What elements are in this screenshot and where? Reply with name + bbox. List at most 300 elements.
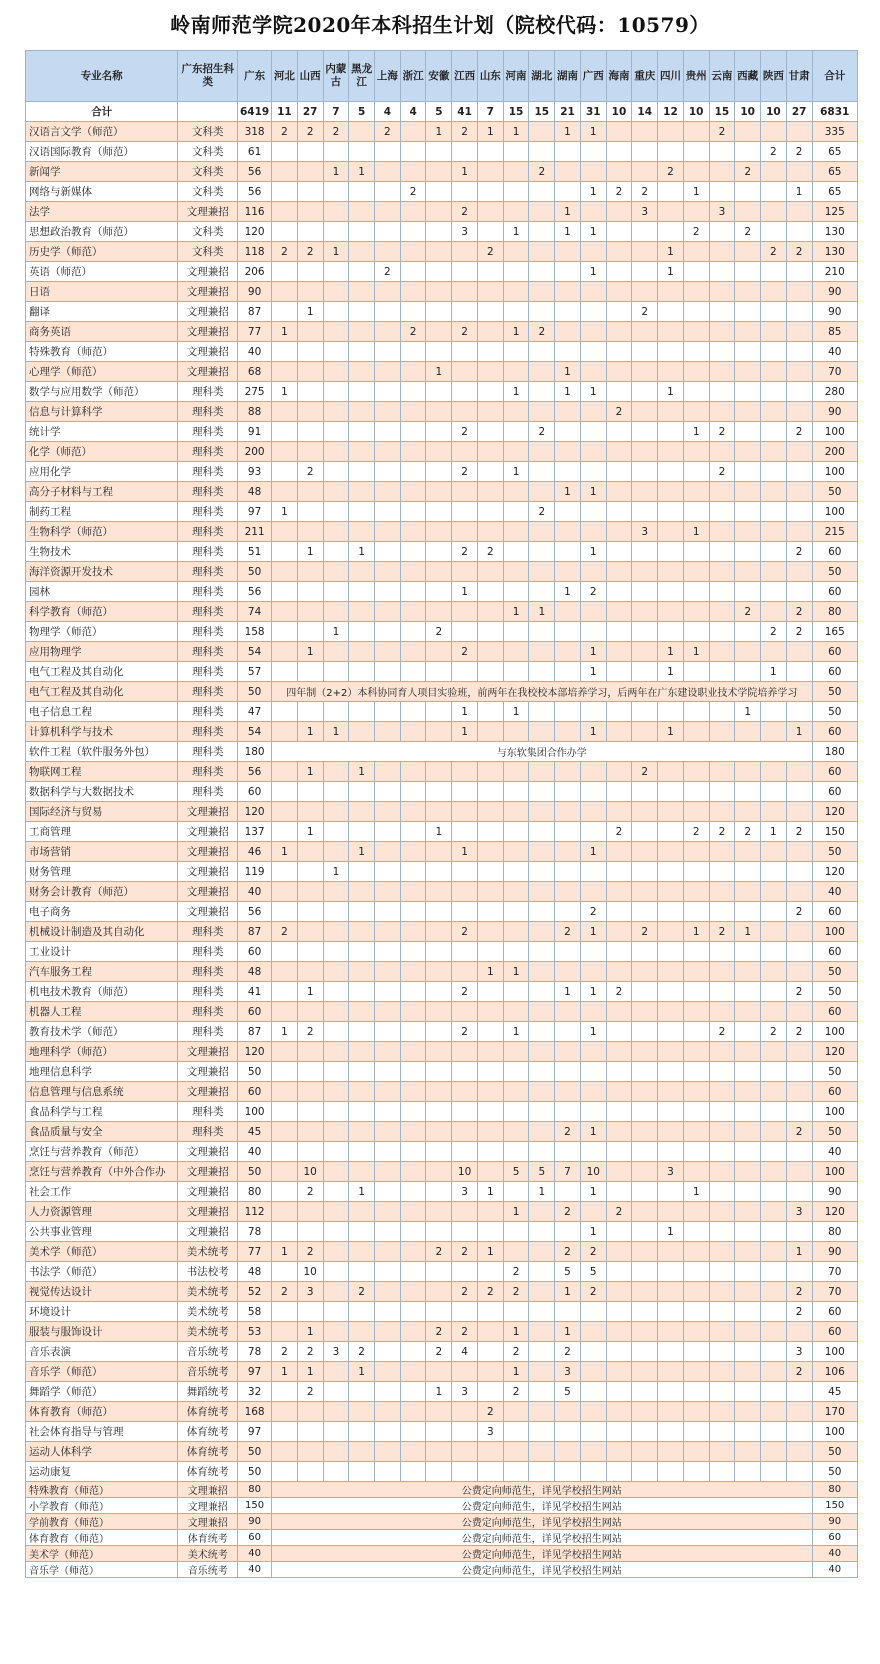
quota-cell: 1: [580, 1182, 606, 1202]
table-row: [26, 1122, 858, 1142]
quota-cell: [555, 702, 581, 722]
quota-cell: [786, 282, 812, 302]
quota-cell: [297, 262, 323, 282]
quota-cell: [503, 1302, 529, 1322]
subject-category: 体育统考: [178, 1442, 238, 1462]
quota-cell: [606, 1162, 632, 1182]
quota-cell: [683, 1222, 709, 1242]
quota-cell: 80: [812, 1222, 858, 1242]
quota-cell: [349, 1402, 375, 1422]
quota-cell: [272, 962, 298, 982]
quota-cell: [735, 382, 761, 402]
quota-cell: [709, 442, 735, 462]
quota-cell: [786, 222, 812, 242]
quota-cell: [375, 142, 401, 162]
quota-cell: 1: [683, 522, 709, 542]
quota-cell: [400, 602, 426, 622]
quota-cell: [400, 582, 426, 602]
quota-cell: [761, 382, 787, 402]
quota-cell: [426, 182, 452, 202]
quota-cell: [297, 1002, 323, 1022]
quota-cell: [323, 662, 349, 682]
quota-cell: [529, 1242, 555, 1262]
quota-cell: [426, 942, 452, 962]
quota-cell: [375, 542, 401, 562]
quota-cell: [426, 462, 452, 482]
quota-cell: 3: [709, 202, 735, 222]
quota-cell: 2: [349, 1282, 375, 1302]
quota-cell: 2: [272, 122, 298, 142]
quota-cell: [426, 202, 452, 222]
total-cell: 14: [632, 102, 658, 122]
quota-cell: [683, 902, 709, 922]
quota-cell: [272, 802, 298, 822]
quota-cell: [452, 142, 478, 162]
subject-category: 理科类: [178, 922, 238, 942]
quota-cell: [606, 1102, 632, 1122]
quota-cell: [606, 562, 632, 582]
quota-cell: [606, 1242, 632, 1262]
quota-cell: [503, 1442, 529, 1462]
quota-cell: [709, 882, 735, 902]
quota-cell: [349, 282, 375, 302]
quota-cell: [349, 982, 375, 1002]
quota-cell: [683, 962, 709, 982]
quota-cell: 91: [238, 422, 272, 442]
quota-cell: [297, 1302, 323, 1322]
table-row: [26, 842, 858, 862]
major-name: 音乐表演: [26, 1342, 178, 1362]
quota-cell: 60: [812, 582, 858, 602]
quota-cell: 1: [580, 222, 606, 242]
quota-cell: [580, 782, 606, 802]
quota-cell: [632, 422, 658, 442]
column-header: 广西: [580, 51, 606, 102]
quota-cell: [529, 442, 555, 462]
quota-cell: [735, 862, 761, 882]
quota-cell: [580, 162, 606, 182]
quota-cell: 1: [297, 762, 323, 782]
quota-cell: [400, 922, 426, 942]
quota-cell: [709, 1322, 735, 1342]
subject-category: 舞蹈统考: [178, 1382, 238, 1402]
quota-cell: 10: [297, 1162, 323, 1182]
quota-cell: [375, 1182, 401, 1202]
quota-cell: [375, 222, 401, 242]
quota-cell: [272, 1182, 298, 1202]
quota-cell: 2: [503, 1382, 529, 1402]
table-row: [26, 1546, 858, 1562]
quota-cell: [272, 462, 298, 482]
quota-cell: [683, 202, 709, 222]
subject-category: 文科类: [178, 122, 238, 142]
quota-cell: [786, 962, 812, 982]
quota-cell: [735, 1102, 761, 1122]
quota-cell: [761, 422, 787, 442]
quota-cell: [658, 1102, 684, 1122]
table-row: [26, 382, 858, 402]
quota-cell: [297, 662, 323, 682]
quota-cell: [426, 1102, 452, 1122]
quota-cell: [786, 642, 812, 662]
quota-cell: [349, 1202, 375, 1222]
quota-cell: 1: [580, 662, 606, 682]
quota-cell: [786, 1002, 812, 1022]
quota-cell: 2: [400, 322, 426, 342]
quota-cell: [503, 662, 529, 682]
quota-cell: [555, 342, 581, 362]
quota-cell: 1: [272, 1242, 298, 1262]
quota-cell: [761, 1382, 787, 1402]
quota-cell: [786, 922, 812, 942]
quota-cell: [503, 422, 529, 442]
table-row: [26, 802, 858, 822]
quota-cell: [709, 502, 735, 522]
quota-cell: [529, 362, 555, 382]
quota-cell: 50: [812, 1122, 858, 1142]
quota-cell: [349, 1102, 375, 1122]
quota-cell: 97: [238, 502, 272, 522]
quota-cell: [375, 402, 401, 422]
subject-category: 文理兼招: [178, 322, 238, 342]
quota-cell: [632, 1022, 658, 1042]
quota-cell: 112: [238, 1202, 272, 1222]
quota-cell: [503, 242, 529, 262]
quota-cell: [452, 1462, 478, 1482]
major-name: 应用物理学: [26, 642, 178, 662]
quota-cell: [477, 342, 503, 362]
subject-category: 文理兼招: [178, 1498, 238, 1514]
subject-category: 音乐统考: [178, 1562, 238, 1578]
quota-cell: [606, 942, 632, 962]
quota-cell: [735, 1122, 761, 1142]
quota-cell: [761, 842, 787, 862]
quota-cell: 1: [272, 1022, 298, 1042]
table-row: [26, 302, 858, 322]
quota-cell: [735, 242, 761, 262]
quota-cell: [555, 182, 581, 202]
quota-cell: [709, 842, 735, 862]
quota-cell: 100: [812, 1162, 858, 1182]
quota-cell: 60: [238, 1082, 272, 1102]
quota-cell: 2: [606, 182, 632, 202]
quota-cell: [735, 142, 761, 162]
quota-cell: 2: [426, 1322, 452, 1342]
row-note: 公费定向师范生，详见学校招生网站: [272, 1530, 812, 1546]
quota-cell: [452, 562, 478, 582]
quota-cell: [658, 962, 684, 982]
enrollment-table: [25, 50, 858, 1578]
quota-cell: [477, 362, 503, 382]
table-row: [26, 682, 858, 702]
quota-cell: [709, 322, 735, 342]
quota-cell: [632, 1362, 658, 1382]
quota-cell: [477, 582, 503, 602]
subject-category: 理科类: [178, 662, 238, 682]
major-name: 英语（师范）: [26, 262, 178, 282]
quota-cell: 1: [426, 822, 452, 842]
quota-cell: [503, 622, 529, 642]
quota-cell: [761, 1422, 787, 1442]
major-name: 视觉传达设计: [26, 1282, 178, 1302]
quota-cell: [735, 302, 761, 322]
quota-cell: [709, 522, 735, 542]
quota-cell: [735, 1342, 761, 1362]
quota-cell: 1: [761, 822, 787, 842]
quota-cell: [477, 702, 503, 722]
total-cell: 6831: [812, 102, 858, 122]
quota-cell: 60: [238, 1002, 272, 1022]
quota-cell: [529, 1442, 555, 1462]
quota-cell: [452, 1222, 478, 1242]
subject-category: 理科类: [178, 382, 238, 402]
quota-cell: [555, 1402, 581, 1422]
quota-cell: 97: [238, 1362, 272, 1382]
row-total: 60: [812, 1530, 858, 1546]
quota-cell: [580, 1362, 606, 1382]
quota-cell: [580, 1462, 606, 1482]
quota-cell: 40: [238, 342, 272, 362]
quota-cell: [375, 242, 401, 262]
quota-cell: [606, 122, 632, 142]
table-row: [26, 262, 858, 282]
quota-cell: 1: [555, 122, 581, 142]
quota-cell: 2: [632, 302, 658, 322]
quota-cell: [477, 562, 503, 582]
quota-cell: [323, 462, 349, 482]
quota-cell: [297, 282, 323, 302]
quota-cell: 41: [238, 982, 272, 1002]
quota-cell: [477, 1362, 503, 1382]
quota-cell: 1: [272, 842, 298, 862]
quota-cell: [632, 782, 658, 802]
quota-cell: [375, 1402, 401, 1422]
major-name: 电气工程及其自动化: [26, 682, 178, 702]
quota-cell: [529, 1102, 555, 1122]
quota-cell: [761, 1282, 787, 1302]
quota-cell: [580, 282, 606, 302]
row-total: 40: [812, 1562, 858, 1578]
quota-cell: [735, 562, 761, 582]
quota-cell: [658, 1282, 684, 1302]
quota-cell: [297, 1422, 323, 1442]
table-row: [26, 562, 858, 582]
quota-cell: [761, 1342, 787, 1362]
quota-cell: [426, 1122, 452, 1142]
total-cell: 21: [555, 102, 581, 122]
quota-cell: [529, 1122, 555, 1142]
major-name: 生物技术: [26, 542, 178, 562]
quota-cell: 60: [812, 1302, 858, 1322]
quota-cell: [555, 642, 581, 662]
quota-cell: 1: [555, 982, 581, 1002]
quota-cell: [426, 1402, 452, 1422]
subject-category: 理科类: [178, 702, 238, 722]
quota-cell: [503, 542, 529, 562]
quota-cell: [477, 302, 503, 322]
quota-cell: [323, 322, 349, 342]
quota-cell: [529, 1082, 555, 1102]
quota-cell: [375, 382, 401, 402]
quota-cell: [580, 342, 606, 362]
quota-cell: [735, 722, 761, 742]
quota-cell: [761, 1042, 787, 1062]
quota-cell: 1: [658, 262, 684, 282]
quota-cell: [632, 442, 658, 462]
major-name: 财务会计教育（师范）: [26, 882, 178, 902]
quota-cell: [555, 882, 581, 902]
quota-cell: [477, 662, 503, 682]
quota-cell: [555, 1142, 581, 1162]
quota-cell: 2: [452, 122, 478, 142]
quota-cell: [503, 1082, 529, 1102]
quota-cell: [349, 822, 375, 842]
quota-cell: 100: [812, 502, 858, 522]
column-header: 河北: [272, 51, 298, 102]
table-row: [26, 1022, 858, 1042]
major-name: 化学（师范）: [26, 442, 178, 462]
quota-cell: [349, 882, 375, 902]
major-name: 计算机科学与技术: [26, 722, 178, 742]
quota-cell: [709, 902, 735, 922]
subject-category: 理科类: [178, 682, 238, 702]
quota-cell: [272, 1082, 298, 1102]
major-name: 数据科学与大数据技术: [26, 782, 178, 802]
quota-cell: 2: [761, 142, 787, 162]
quota-cell: 1: [555, 362, 581, 382]
quota-cell: 2: [452, 322, 478, 342]
quota-cell: [272, 942, 298, 962]
quota-cell: [786, 342, 812, 362]
quota-cell: [477, 1202, 503, 1222]
quota-cell: [375, 1062, 401, 1082]
major-name: 美术学（师范）: [26, 1242, 178, 1262]
total-cell: 10: [761, 102, 787, 122]
quota-cell: 5: [555, 1262, 581, 1282]
table-row: [26, 362, 858, 382]
quota-cell: [452, 822, 478, 842]
quota-cell: [658, 142, 684, 162]
major-name: 日语: [26, 282, 178, 302]
row-total: 150: [812, 1498, 858, 1514]
quota-cell: 51: [238, 542, 272, 562]
quota-cell: [477, 1002, 503, 1022]
row-note: 四年制（2+2）本科协同育人项目实验班，前两年在我校校本部培养学习，后两年在广东建设职业技术学院培养学习: [272, 682, 812, 702]
quota-cell: 100: [812, 1102, 858, 1122]
quota-cell: [323, 1202, 349, 1222]
quota-cell: [529, 1202, 555, 1222]
total-cell: 27: [786, 102, 812, 122]
quota-cell: [555, 722, 581, 742]
quota-cell: [761, 902, 787, 922]
quota-cell: [555, 802, 581, 822]
quota-cell: [375, 162, 401, 182]
quota-cell: [683, 622, 709, 642]
table-row: [26, 1102, 858, 1122]
quota-cell: [632, 962, 658, 982]
quota-cell: [297, 482, 323, 502]
quota-cell: [323, 922, 349, 942]
quota-cell: [658, 1262, 684, 1282]
quota-cell: [477, 842, 503, 862]
quota-cell: [272, 1162, 298, 1182]
quota-cell: [426, 562, 452, 582]
quota-cell: [735, 1142, 761, 1162]
quota-cell: [400, 442, 426, 462]
quota-cell: [786, 202, 812, 222]
subject-category: 文理兼招: [178, 882, 238, 902]
quota-cell: [658, 422, 684, 442]
quota-cell: [555, 622, 581, 642]
quota-cell: [761, 602, 787, 622]
quota-cell: [323, 402, 349, 422]
quota-cell: [709, 1082, 735, 1102]
quota-cell: [375, 1262, 401, 1282]
quota-cell: [786, 1082, 812, 1102]
quota-cell: [683, 1342, 709, 1362]
quota-cell: [400, 1322, 426, 1342]
table-row: [26, 462, 858, 482]
quota-cell: [580, 442, 606, 462]
quota-cell: [529, 962, 555, 982]
quota-cell: 2: [761, 622, 787, 642]
quota-cell: 1: [452, 842, 478, 862]
quota-cell: [426, 1082, 452, 1102]
quota-cell: [683, 282, 709, 302]
column-header: 黑龙江: [349, 51, 375, 102]
quota-cell: [529, 582, 555, 602]
quota-cell: [452, 302, 478, 322]
quota-cell: [272, 282, 298, 302]
quota-cell: [632, 1242, 658, 1262]
quota-cell: 2: [272, 1282, 298, 1302]
quota-cell: [606, 842, 632, 862]
quota-cell: [580, 1422, 606, 1442]
total-cell: 10: [683, 102, 709, 122]
quota-cell: [426, 1022, 452, 1042]
quota-cell: [477, 1022, 503, 1042]
quota-cell: [375, 1022, 401, 1042]
quota-cell: [709, 662, 735, 682]
quota-cell: [709, 1382, 735, 1402]
quota-cell: [400, 962, 426, 982]
quota-cell: [349, 382, 375, 402]
quota-cell: [452, 1042, 478, 1062]
quota-cell: 2: [272, 1342, 298, 1362]
quota-cell: 2: [632, 182, 658, 202]
quota-cell: [426, 1202, 452, 1222]
quota-cell: [400, 522, 426, 542]
subject-category: 理科类: [178, 782, 238, 802]
quota-cell: [349, 1382, 375, 1402]
quota-cell: 50: [812, 962, 858, 982]
table-row: [26, 702, 858, 722]
quota-cell: [452, 362, 478, 382]
major-name: 科学教育（师范）: [26, 602, 178, 622]
quota-cell: [580, 1302, 606, 1322]
row-note: 公费定向师范生，详见学校招生网站: [272, 1562, 812, 1578]
quota-cell: [477, 1062, 503, 1082]
quota-cell: 130: [812, 222, 858, 242]
table-row: [26, 1162, 858, 1182]
quota-cell: [658, 322, 684, 342]
quota-cell: 1: [272, 502, 298, 522]
quota-cell: [272, 882, 298, 902]
row-total: 50: [812, 682, 858, 702]
major-name: 海洋资源开发技术: [26, 562, 178, 582]
table-row: [26, 1282, 858, 1302]
quota-cell: 2: [297, 1342, 323, 1362]
